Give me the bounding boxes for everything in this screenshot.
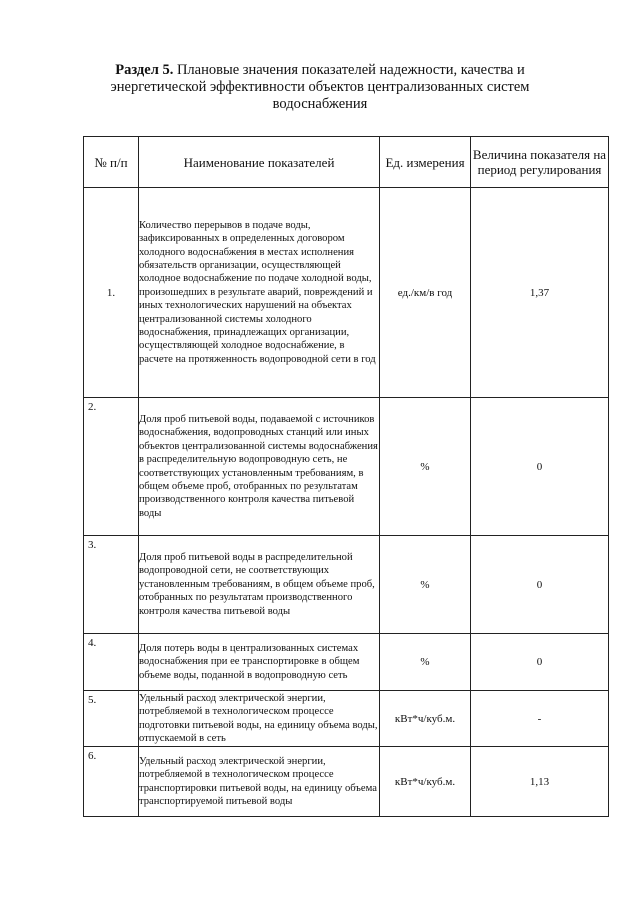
row-unit: %: [380, 634, 471, 691]
table-row: [84, 188, 609, 398]
row-name: Удельный расход электрической энергии, потребляемой в технологическом процессе подготовки питьевой воды, на единицу объема воды, отпускаемой в сеть: [139, 691, 380, 747]
row-value: 0: [471, 398, 609, 536]
row-name: Количество перерывов в подаче воды, зафиксированных в определенных договором холодного водоснабжения в местах исполнения обязательств организации, осуществляющей холодное водоснабжение по подаче холодной воды, произошедших в результате аварий, повреждений и иных технологических нарушений на объектах централизованной системы холодного водоснабжения, принадлежащих организации, осуществляющей холодное водоснабжение, в расчете на протяженность водопроводной сети в год: [139, 188, 380, 398]
table-row: [84, 634, 609, 691]
header-num: № п/п: [84, 137, 139, 188]
row-name: Доля проб питьевой воды в распределительной водопроводной сети, не соответствующих установленным требованиям, в общем объеме проб, отобранных по результатам производственного контроля качества питьевой воды: [139, 536, 380, 634]
row-num: 5.: [84, 691, 139, 747]
row-unit: %: [380, 398, 471, 536]
row-num: 6.: [84, 747, 139, 817]
row-unit: %: [380, 536, 471, 634]
row-value: -: [471, 691, 609, 747]
header-name: Наименование показателей: [139, 137, 380, 188]
row-name: Доля проб питьевой воды, подаваемой с источников водоснабжения, водопроводных станций или иных объектов централизованной системы водоснабжения в распределительную водопроводную сеть, не соответствующих установленным требованиям, в общем объеме проб, отобранных по результатам производственного контроля качества питьевой воды: [139, 398, 380, 536]
row-value: 1,37: [471, 188, 609, 398]
section-title: [100, 62, 540, 113]
row-num: 2.: [84, 398, 139, 536]
row-name: Удельный расход электрической энергии, потребляемой в технологическом процессе транспортировки питьевой воды, на единицу объема транспортируемой питьевой воды: [139, 747, 380, 817]
section-heading: Плановые значения показателей надежности, качества и энергетической эффективности объектов централизованных систем водоснабжения: [110, 62, 530, 112]
header-value: Величина показателя на период регулирования: [471, 137, 609, 188]
header-unit: Ед. измерения: [380, 137, 471, 188]
row-unit: ед./км/в год: [380, 188, 471, 398]
row-value: 1,13: [471, 747, 609, 817]
table-row: [84, 536, 609, 634]
row-unit: кВт*ч/куб.м.: [380, 747, 471, 817]
table-row: [84, 398, 609, 536]
indicators-table: [83, 136, 609, 817]
row-num: 3.: [84, 536, 139, 634]
row-unit: кВт*ч/куб.м.: [380, 691, 471, 747]
row-value: 0: [471, 634, 609, 691]
table-row: [84, 747, 609, 817]
row-num: 1.: [84, 188, 139, 398]
section-number: Раздел 5.: [115, 62, 174, 78]
row-num: 4.: [84, 634, 139, 691]
row-value: 0: [471, 536, 609, 634]
table-header-row: [84, 137, 609, 188]
table-row: [84, 691, 609, 747]
row-name: Доля потерь воды в централизованных системах водоснабжения при ее транспортировке в общем объеме воды, поданной в водопроводную сеть: [139, 634, 380, 691]
